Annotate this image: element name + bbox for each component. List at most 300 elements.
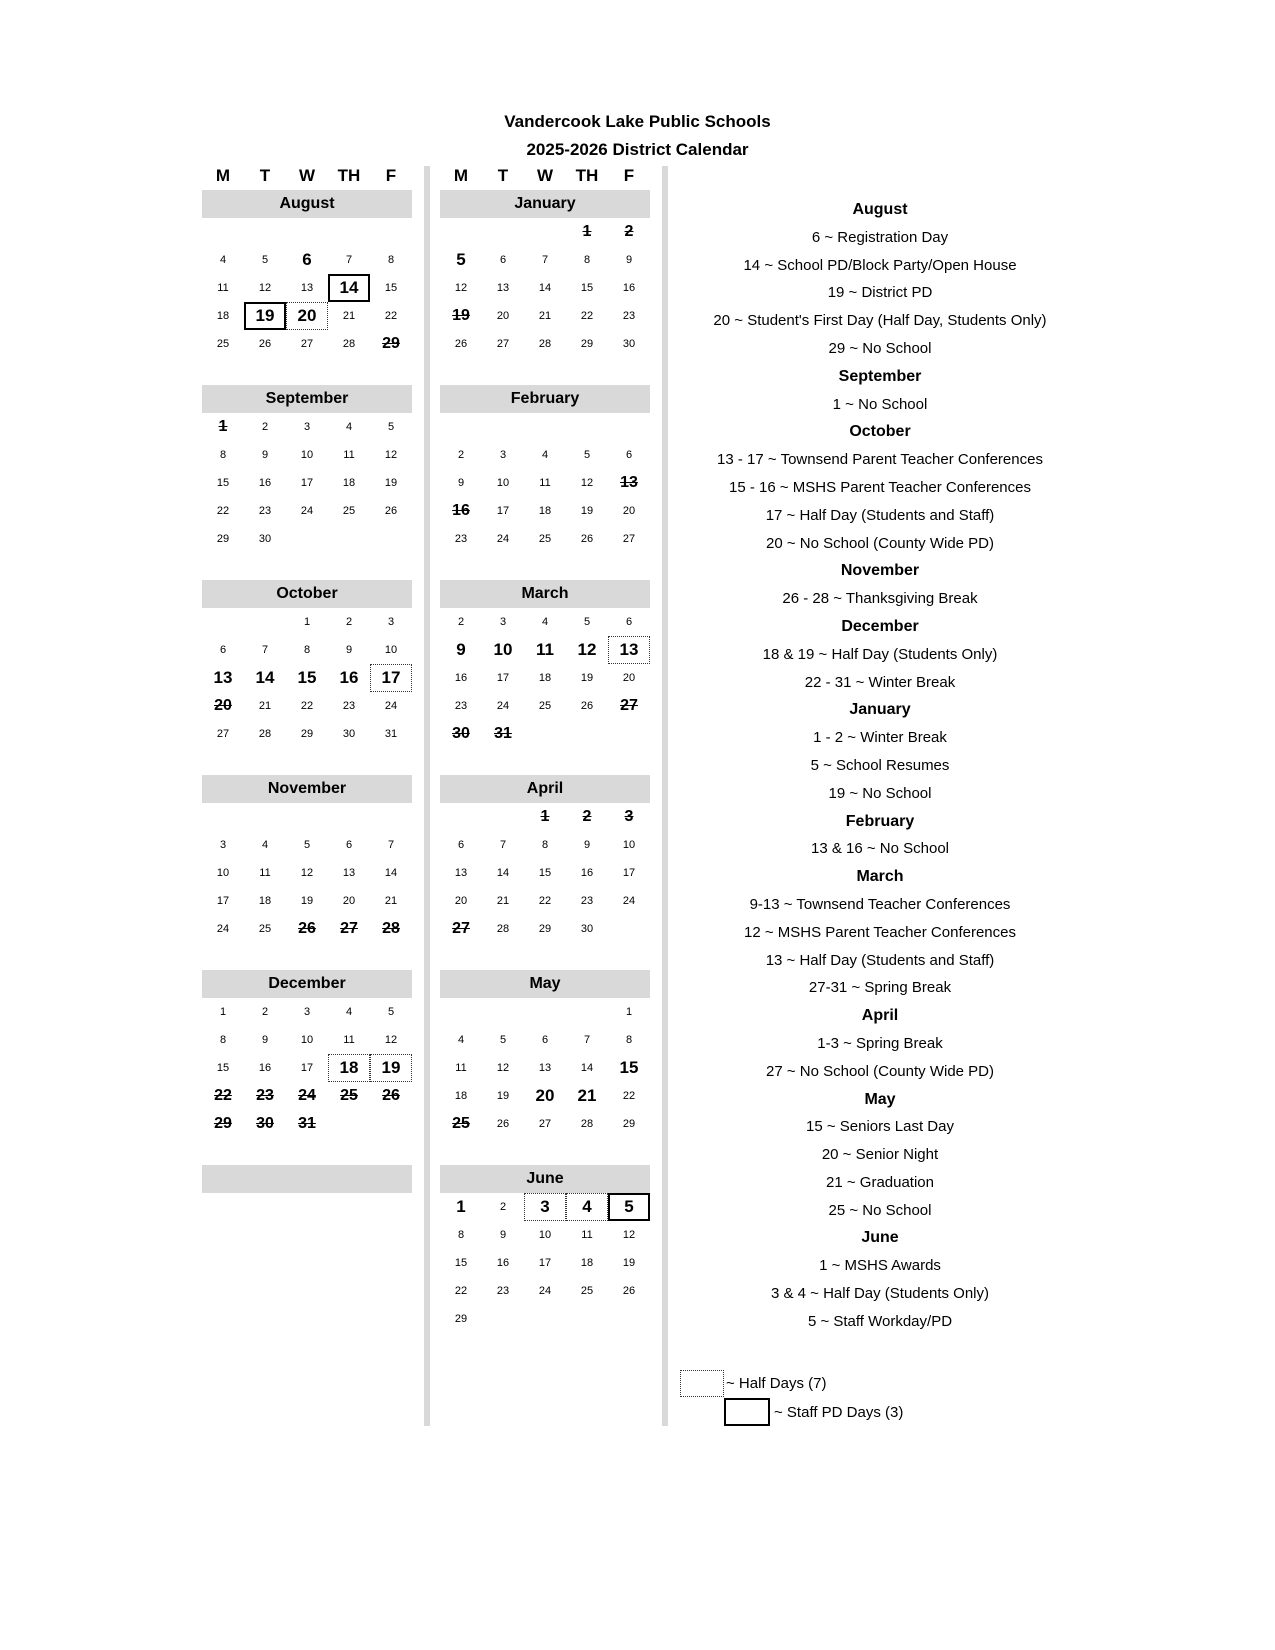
day-cell: 26 — [384, 505, 398, 517]
week-row — [440, 1277, 650, 1305]
day-cell: 20 — [496, 310, 510, 322]
day-cell: 10 — [538, 1229, 552, 1241]
day-cell: 27 — [216, 728, 230, 740]
day-cell: 31 — [494, 725, 512, 742]
month-march — [440, 580, 650, 748]
event-item: 1 ~ No School — [832, 395, 928, 413]
day-cell: 24 — [622, 895, 636, 907]
day-cell: 11 — [536, 640, 554, 659]
day-cell: 3 — [303, 421, 311, 433]
day-cell — [524, 998, 566, 1026]
day-cell: 29 — [538, 923, 552, 935]
day-cell: 17 — [496, 672, 510, 684]
event-item: 6 ~ Registration Day — [811, 228, 949, 246]
day-cell: 8 — [219, 1034, 227, 1046]
day-cell: 14 — [328, 274, 370, 302]
month-october — [202, 580, 412, 748]
event-item: 29 ~ No School — [828, 339, 932, 357]
calendar-title: 2025-2026 District Calendar — [526, 140, 749, 159]
day-cell: 19 — [384, 477, 398, 489]
week-row — [202, 497, 412, 525]
day-cell: 17 — [538, 1257, 552, 1269]
day-cell: 7 — [583, 1034, 591, 1046]
day-cell: 13 — [608, 636, 650, 664]
day-cell: 1 — [625, 1006, 633, 1018]
event-month-heading: June — [861, 1229, 899, 1247]
month-header: October — [202, 580, 412, 608]
month-august — [202, 190, 412, 358]
week-row — [440, 1193, 650, 1221]
week-row — [440, 831, 650, 859]
day-cell: 1 — [218, 418, 228, 435]
week-row — [202, 1054, 412, 1082]
day-cell: 24 — [496, 533, 510, 545]
week-row — [440, 636, 650, 664]
day-cell — [370, 525, 412, 553]
week-row — [202, 1082, 412, 1110]
week-row — [440, 608, 650, 636]
event-month-heading: December — [841, 617, 919, 635]
day-cell: 4 — [345, 421, 353, 433]
day-cell: 25 — [258, 923, 272, 935]
week-row — [202, 692, 412, 720]
month-header: March — [440, 580, 650, 608]
day-cell: 9 — [261, 1034, 269, 1046]
month-header: May — [440, 970, 650, 998]
day-cell: 21 — [342, 310, 356, 322]
week-row — [440, 915, 650, 943]
day-cell: 7 — [541, 254, 549, 266]
day-cell: 29 — [300, 728, 314, 740]
day-cell: 2 — [345, 616, 353, 628]
day-cell: 24 — [538, 1285, 552, 1297]
day-cell: 5 — [303, 839, 311, 851]
day-cell: 29 — [580, 338, 594, 350]
event-item: 1 - 2 ~ Winter Break — [813, 729, 947, 747]
event-item: 1 ~ MSHS Awards — [819, 1257, 941, 1275]
week-row — [440, 469, 650, 497]
day-cell: 9 — [345, 644, 353, 656]
week-row — [440, 1026, 650, 1054]
day-cell: 3 — [387, 616, 395, 628]
day-cell: 25 — [342, 505, 356, 517]
day-cell — [202, 218, 244, 246]
day-cell: 2 — [457, 449, 465, 461]
day-cell: 22 — [622, 1090, 636, 1102]
day-cell: 26 — [496, 1118, 510, 1130]
day-cell: 21 — [384, 895, 398, 907]
day-cell: 20 — [214, 697, 232, 714]
day-cell: 6 — [625, 616, 633, 628]
week-row — [440, 497, 650, 525]
day-cell: 24 — [298, 1087, 316, 1104]
event-month-heading: May — [864, 1090, 896, 1108]
event-item: 12 ~ MSHS Parent Teacher Conferences — [744, 923, 1016, 941]
week-row — [440, 246, 650, 274]
day-cell: 19 — [496, 1090, 510, 1102]
day-cell: 21 — [538, 310, 552, 322]
day-cell: 18 — [342, 477, 356, 489]
month-september — [202, 385, 412, 553]
day-cell: 10 — [496, 477, 510, 489]
day-cell: 4 — [541, 616, 549, 628]
day-cell: 12 — [258, 282, 272, 294]
day-cell: 19 — [452, 307, 470, 324]
day-cell: 27 — [620, 697, 638, 714]
day-cell: 25 — [538, 533, 552, 545]
week-row — [440, 1110, 650, 1138]
event-item: 25 ~ No School — [828, 1201, 932, 1219]
day-cell: 2 — [582, 808, 592, 825]
weekday-label: F — [623, 166, 635, 185]
day-cell: 16 — [622, 282, 636, 294]
day-cell: 15 — [384, 282, 398, 294]
day-cell: 23 — [454, 533, 468, 545]
week-row — [440, 664, 650, 692]
day-cell: 28 — [538, 338, 552, 350]
day-cell: 27 — [340, 920, 358, 937]
event-month-heading: October — [849, 423, 911, 441]
event-item: 5 ~ School Resumes — [810, 756, 950, 774]
day-cell: 22 — [538, 895, 552, 907]
event-item: 17 ~ Half Day (Students and Staff) — [765, 506, 995, 524]
month-header: June — [440, 1165, 650, 1193]
day-cell: 20 — [535, 1086, 555, 1105]
week-row — [202, 218, 412, 246]
half-day-swatch — [680, 1370, 724, 1397]
day-cell: 2 — [261, 421, 269, 433]
day-cell: 19 — [370, 1054, 412, 1082]
day-cell: 12 — [577, 640, 597, 659]
day-cell — [608, 1305, 650, 1333]
day-cell: 18 — [538, 672, 552, 684]
day-cell: 20 — [286, 302, 328, 330]
day-cell — [524, 218, 566, 246]
month-header: January — [440, 190, 650, 218]
day-cell: 11 — [259, 867, 271, 879]
week-row — [202, 664, 412, 692]
week-row — [202, 859, 412, 887]
day-cell: 14 — [255, 668, 275, 687]
day-cell: 14 — [538, 282, 552, 294]
day-cell: 23 — [342, 700, 356, 712]
day-cell: 4 — [541, 449, 549, 461]
week-row — [202, 636, 412, 664]
event-item: 1-3 ~ Spring Break — [817, 1034, 943, 1052]
day-cell: 23 — [256, 1087, 274, 1104]
day-cell: 27 — [452, 920, 470, 937]
day-cell — [286, 218, 328, 246]
day-cell: 27 — [496, 338, 510, 350]
day-cell — [370, 803, 412, 831]
event-item: 15 ~ Seniors Last Day — [805, 1118, 954, 1136]
month-header — [202, 1165, 412, 1193]
day-cell: 23 — [580, 895, 594, 907]
day-cell: 26 — [622, 1285, 636, 1297]
week-row — [440, 859, 650, 887]
day-cell: 26 — [454, 338, 468, 350]
month-header: February — [440, 385, 650, 413]
day-cell: 24 — [384, 700, 398, 712]
day-cell: 6 — [219, 644, 227, 656]
week-row — [202, 246, 412, 274]
day-cell: 8 — [583, 254, 591, 266]
day-cell: 20 — [342, 895, 356, 907]
week-row — [440, 330, 650, 358]
weekday-label: W — [298, 166, 316, 185]
day-cell: 28 — [342, 338, 356, 350]
week-row — [202, 302, 412, 330]
week-row — [202, 413, 412, 441]
day-cell: 5 — [456, 250, 466, 269]
day-cell: 18 — [258, 895, 272, 907]
day-cell: 20 — [454, 895, 468, 907]
day-cell — [482, 998, 524, 1026]
week-row — [440, 525, 650, 553]
week-row — [440, 441, 650, 469]
day-cell — [202, 803, 244, 831]
day-cell: 30 — [622, 338, 636, 350]
day-cell: 15 — [216, 477, 230, 489]
day-cell: 12 — [300, 867, 314, 879]
day-cell: 30 — [580, 923, 594, 935]
day-cell: 3 — [624, 808, 634, 825]
day-cell: 13 — [213, 668, 233, 687]
day-cell: 2 — [261, 1006, 269, 1018]
weekday-label: T — [497, 166, 509, 185]
day-cell: 16 — [454, 672, 468, 684]
day-cell: 11 — [455, 1062, 467, 1074]
day-cell: 14 — [384, 867, 398, 879]
day-cell: 3 — [524, 1193, 566, 1221]
day-cell: 3 — [499, 449, 507, 461]
event-item: 13 ~ Half Day (Students and Staff) — [765, 951, 995, 969]
day-cell: 24 — [496, 700, 510, 712]
day-cell: 2 — [624, 223, 634, 240]
day-cell: 18 — [216, 310, 230, 322]
day-cell: 23 — [258, 505, 272, 517]
day-cell: 13 — [620, 474, 638, 491]
day-cell: 16 — [258, 477, 272, 489]
day-cell: 31 — [384, 728, 398, 740]
day-cell: 20 — [622, 505, 636, 517]
month-header: November — [202, 775, 412, 803]
day-cell: 12 — [384, 449, 398, 461]
day-cell: 30 — [258, 533, 272, 545]
day-cell: 12 — [384, 1034, 398, 1046]
day-cell: 26 — [258, 338, 272, 350]
day-cell: 27 — [622, 533, 636, 545]
week-row — [202, 469, 412, 497]
day-cell — [440, 998, 482, 1026]
day-cell: 21 — [577, 1086, 597, 1105]
day-cell: 18 — [328, 1054, 370, 1082]
day-cell — [524, 720, 566, 748]
day-cell — [566, 998, 608, 1026]
day-cell: 18 — [454, 1090, 468, 1102]
event-month-heading: August — [852, 201, 908, 218]
day-cell: 16 — [580, 867, 594, 879]
month-december — [202, 970, 412, 1138]
event-item: 19 ~ No School — [828, 784, 932, 802]
day-cell: 17 — [300, 1062, 314, 1074]
legend-pd-days — [724, 1398, 903, 1426]
week-row — [202, 720, 412, 748]
middle-calendar-column — [440, 162, 650, 1325]
event-item: 9-13 ~ Townsend Teacher Conferences — [749, 895, 1011, 913]
day-cell: 28 — [580, 1118, 594, 1130]
month-may — [440, 970, 650, 1138]
event-item: 13 - 17 ~ Townsend Parent Teacher Conferences — [717, 451, 1043, 469]
day-cell — [440, 413, 482, 441]
event-item: 22 - 31 ~ Winter Break — [804, 673, 956, 691]
day-cell: 15 — [580, 282, 594, 294]
day-cell: 25 — [452, 1115, 470, 1132]
day-cell: 8 — [625, 1034, 633, 1046]
month-february — [440, 385, 650, 553]
day-cell: 6 — [541, 1034, 549, 1046]
day-cell: 12 — [496, 1062, 510, 1074]
day-cell: 22 — [580, 310, 594, 322]
day-cell: 31 — [298, 1115, 316, 1132]
month-january — [440, 190, 650, 358]
day-cell: 8 — [219, 449, 227, 461]
weekday-label: TH — [575, 166, 599, 185]
month-header: August — [202, 190, 412, 218]
day-cell: 1 — [303, 616, 311, 628]
day-cell: 26 — [580, 700, 594, 712]
event-item: 5 ~ Staff Workday/PD — [807, 1312, 953, 1330]
day-cell: 4 — [457, 1034, 465, 1046]
day-cell: 21 — [496, 895, 510, 907]
day-cell: 29 — [382, 335, 400, 352]
day-cell: 12 — [454, 282, 468, 294]
day-cell: 1 — [219, 1006, 227, 1018]
week-row — [202, 441, 412, 469]
day-cell: 24 — [300, 505, 314, 517]
day-cell: 22 — [214, 1087, 232, 1104]
day-cell — [566, 720, 608, 748]
day-cell: 17 — [216, 895, 230, 907]
day-cell: 4 — [219, 254, 227, 266]
month-header: December — [202, 970, 412, 998]
day-cell: 22 — [454, 1285, 468, 1297]
day-cell: 10 — [384, 644, 398, 656]
day-cell: 6 — [302, 250, 312, 269]
day-cell — [566, 1305, 608, 1333]
day-cell: 1 — [540, 808, 550, 825]
day-cell: 19 — [300, 895, 314, 907]
column-divider — [662, 166, 668, 1426]
day-cell: 13 — [454, 867, 468, 879]
day-cell: 17 — [300, 477, 314, 489]
district-name: Vandercook Lake Public Schools — [504, 112, 771, 131]
day-cell: 13 — [300, 282, 314, 294]
day-cell: 30 — [256, 1115, 274, 1132]
day-cell: 4 — [345, 1006, 353, 1018]
day-cell: 3 — [219, 839, 227, 851]
day-cell: 29 — [214, 1115, 232, 1132]
day-cell: 17 — [622, 867, 636, 879]
day-cell: 13 — [496, 282, 510, 294]
day-cell: 28 — [496, 923, 510, 935]
event-item: 20 ~ Senior Night — [821, 1146, 939, 1164]
week-row — [440, 1221, 650, 1249]
week-row — [440, 887, 650, 915]
day-cell: 9 — [625, 254, 633, 266]
event-item: 26 - 28 ~ Thanksgiving Break — [782, 590, 978, 608]
day-cell: 3 — [303, 1006, 311, 1018]
day-cell: 21 — [258, 700, 272, 712]
month-november — [202, 775, 412, 943]
day-cell: 16 — [258, 1062, 272, 1074]
day-cell: 6 — [457, 839, 465, 851]
pd-day-swatch — [724, 1398, 770, 1426]
day-cell: 15 — [216, 1062, 230, 1074]
column-divider — [424, 166, 430, 1426]
month-june — [440, 1165, 650, 1333]
event-item: 19 ~ District PD — [827, 284, 933, 302]
day-cell: 22 — [300, 700, 314, 712]
event-item: 13 & 16 ~ No School — [810, 840, 949, 858]
day-cell: 11 — [343, 1034, 355, 1046]
day-cell — [328, 525, 370, 553]
day-cell: 19 — [244, 302, 286, 330]
day-cell: 9 — [456, 640, 466, 659]
day-cell — [482, 413, 524, 441]
day-cell: 17 — [496, 505, 510, 517]
day-cell — [244, 803, 286, 831]
day-cell — [440, 218, 482, 246]
day-cell: 25 — [538, 700, 552, 712]
week-row — [440, 413, 650, 441]
event-item: 27-31 ~ Spring Break — [808, 979, 952, 997]
day-cell: 20 — [622, 672, 636, 684]
event-month-heading: September — [838, 367, 922, 385]
week-row — [202, 525, 412, 553]
day-cell: 15 — [454, 1257, 468, 1269]
day-cell: 2 — [499, 1201, 507, 1213]
day-cell: 1 — [582, 223, 592, 240]
day-cell: 7 — [387, 839, 395, 851]
event-month-heading: January — [849, 701, 911, 719]
day-cell — [286, 803, 328, 831]
week-row — [440, 1082, 650, 1110]
event-item: 18 & 19 ~ Half Day (Students Only) — [762, 645, 998, 663]
day-cell — [244, 218, 286, 246]
week-row — [440, 803, 650, 831]
day-cell: 15 — [538, 867, 552, 879]
day-cell: 7 — [499, 839, 507, 851]
day-cell: 15 — [297, 668, 317, 687]
day-cell — [482, 803, 524, 831]
day-cell: 11 — [539, 477, 551, 489]
day-cell: 1 — [456, 1197, 466, 1216]
day-cell: 28 — [382, 920, 400, 937]
day-cell: 19 — [580, 672, 594, 684]
day-cell: 24 — [216, 923, 230, 935]
day-cell: 23 — [496, 1285, 510, 1297]
week-row — [440, 1249, 650, 1277]
day-cell — [566, 413, 608, 441]
day-cell: 29 — [454, 1313, 468, 1325]
day-cell — [328, 1110, 370, 1138]
day-cell — [370, 218, 412, 246]
day-cell — [244, 608, 286, 636]
weekday-header — [202, 162, 412, 190]
event-item: 15 - 16 ~ MSHS Parent Teacher Conferences — [729, 478, 1031, 496]
day-cell: 27 — [538, 1118, 552, 1130]
